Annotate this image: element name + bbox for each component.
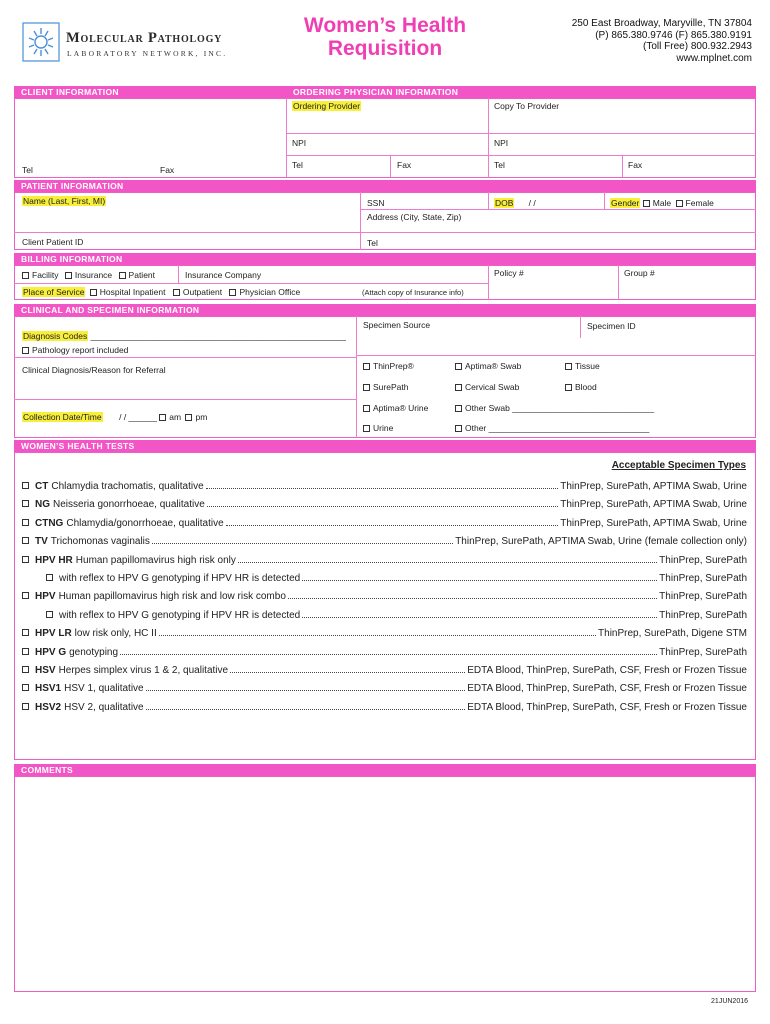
test-checkbox[interactable] bbox=[22, 537, 29, 544]
specimen-source-label: Aptima® Urine bbox=[373, 403, 429, 413]
test-row bbox=[22, 662, 747, 676]
client-patient-id-label: Client Patient ID bbox=[22, 237, 84, 247]
ordering-npi-label: NPI bbox=[292, 138, 307, 148]
specimen-source-option bbox=[455, 403, 654, 413]
test-row bbox=[22, 515, 747, 529]
gender-male-label: Male bbox=[652, 198, 672, 208]
logo bbox=[22, 22, 262, 64]
specimen-source-option bbox=[363, 361, 414, 371]
test-specimen-types: ThinPrep, SurePath, APTIMA Swab, Urine bbox=[560, 517, 747, 529]
dot-leader bbox=[146, 690, 466, 691]
specimen-source-checkbox[interactable] bbox=[565, 363, 572, 370]
specimen-source-option bbox=[455, 423, 649, 433]
test-code: CTNG bbox=[35, 517, 64, 529]
test-row bbox=[46, 570, 747, 584]
specimen-source-label: Other Swab ______________________________ bbox=[465, 403, 655, 413]
test-checkbox[interactable] bbox=[46, 611, 53, 618]
specimen-source-option bbox=[363, 423, 393, 433]
test-name bbox=[59, 573, 300, 584]
pathology-report-option bbox=[22, 345, 128, 355]
specimen-source-label: Other __________________________________ bbox=[465, 423, 650, 433]
ordering-fax-label: Fax bbox=[397, 160, 412, 170]
tollfree-line: (Toll Free) 800.932.2943 bbox=[643, 41, 752, 52]
pos-physician-office-label: Physician Office bbox=[239, 287, 301, 297]
group-field[interactable] bbox=[624, 268, 655, 278]
phone-line: (P) 865.380.9746 (F) 865.380.9191 bbox=[595, 29, 752, 41]
test-description: Human papillomavirus high risk and low risk combo bbox=[58, 591, 286, 603]
billing-options bbox=[22, 270, 155, 280]
specimen-source-checkbox[interactable] bbox=[363, 384, 370, 391]
comments-band: COMMENTS bbox=[14, 764, 756, 776]
physician-info-band: ORDERING PHYSICIAN INFORMATION bbox=[286, 86, 756, 98]
client-info-band: CLIENT INFORMATION bbox=[14, 86, 286, 98]
patient-name-field[interactable] bbox=[22, 196, 106, 206]
specimen-source-option bbox=[565, 361, 600, 371]
patient-tel-field[interactable] bbox=[367, 238, 378, 248]
test-code: HPV LR bbox=[35, 628, 72, 640]
address-line: 250 East Broadway, Maryville, TN 37804 bbox=[571, 18, 752, 29]
test-specimen-types: EDTA Blood, ThinPrep, SurePath, CSF, Fresh or Frozen Tissue bbox=[467, 665, 747, 676]
pos-hospital-inpatient-label: Hospital Inpatient bbox=[99, 287, 166, 297]
patient-address-field[interactable] bbox=[367, 212, 461, 222]
specimen-id-field[interactable] bbox=[587, 321, 636, 331]
test-row bbox=[22, 478, 747, 492]
form-title bbox=[290, 14, 480, 60]
attach-insurance-note: (Attach copy of Insurance info) bbox=[362, 288, 464, 297]
test-name bbox=[35, 647, 118, 658]
test-name bbox=[35, 702, 144, 713]
test-specimen-types: ThinPrep, SurePath bbox=[659, 554, 747, 566]
place-of-service bbox=[22, 287, 300, 297]
dot-leader bbox=[146, 709, 466, 710]
clinical-diagnosis-field[interactable] bbox=[22, 365, 166, 375]
test-description: Chlamydia trachomatis, qualitative bbox=[51, 481, 204, 492]
test-name bbox=[35, 481, 204, 492]
test-description: Human papillomavirus high risk only bbox=[75, 554, 236, 566]
test-description: genotyping bbox=[69, 646, 119, 658]
test-row bbox=[22, 588, 747, 602]
patient-tel-label: Tel bbox=[367, 238, 378, 248]
copy-npi-field[interactable] bbox=[494, 138, 508, 148]
specimen-id-label: Specimen ID bbox=[587, 321, 636, 331]
test-checkbox[interactable] bbox=[22, 629, 29, 636]
policy-field[interactable] bbox=[494, 268, 524, 278]
specimen-source-option bbox=[565, 382, 597, 392]
test-description: with reflex to HPV G genotyping if HPV HR is detected bbox=[59, 609, 301, 621]
test-description: with reflex to HPV G genotyping if HPV HR is detected bbox=[59, 573, 301, 584]
dot-leader bbox=[288, 598, 657, 599]
collection-am-label: am bbox=[169, 412, 182, 422]
dot-leader bbox=[238, 562, 657, 563]
specimen-source-label: Urine bbox=[373, 423, 394, 433]
specimen-source-option bbox=[455, 361, 521, 371]
collection-am-checkbox[interactable] bbox=[159, 414, 166, 421]
gender-field bbox=[610, 198, 714, 208]
patient-address-label: Address (City, State, Zip) bbox=[367, 212, 462, 222]
dob-separators: / / bbox=[528, 198, 536, 208]
test-name bbox=[35, 536, 150, 547]
acceptable-specimen-header: Acceptable Specimen Types bbox=[611, 460, 746, 471]
dot-leader bbox=[302, 580, 657, 581]
specimen-source-checkbox[interactable] bbox=[363, 405, 370, 412]
test-specimen-types: ThinPrep, SurePath bbox=[659, 591, 747, 603]
dot-leader bbox=[159, 635, 596, 636]
test-code: TV bbox=[35, 536, 48, 548]
test-description: Herpes simplex virus 1 & 2, qualitative bbox=[58, 665, 229, 676]
specimen-source-label: Specimen Source bbox=[363, 320, 431, 330]
pos-hospital-inpatient-checkbox[interactable] bbox=[90, 289, 97, 296]
diagnosis-codes-field[interactable]: Diagnosis Codes ______________________________________________________ bbox=[23, 331, 346, 341]
test-row bbox=[46, 607, 747, 621]
client-fax-label: Fax bbox=[160, 165, 175, 175]
specimen-source-option bbox=[363, 403, 428, 413]
test-code: HPV bbox=[35, 591, 56, 603]
copy-fax-field[interactable] bbox=[628, 160, 642, 170]
clinical-info-band: CLINICAL AND SPECIMEN INFORMATION bbox=[14, 304, 756, 316]
copy-fax-label: Fax bbox=[628, 160, 643, 170]
billing-info-band: BILLING INFORMATION bbox=[14, 253, 756, 265]
client-fax-field[interactable] bbox=[160, 165, 174, 175]
collection-separators: / / ______ bbox=[119, 412, 157, 422]
ssn-label: SSN bbox=[367, 198, 385, 208]
dot-leader bbox=[206, 488, 559, 489]
specimen-source-checkbox[interactable] bbox=[363, 425, 370, 432]
insurance-company-label: Insurance Company bbox=[185, 270, 262, 280]
test-specimen-types: ThinPrep, SurePath bbox=[659, 609, 747, 621]
dob-field[interactable] bbox=[494, 198, 536, 208]
test-code: HPV HR bbox=[35, 554, 73, 566]
collection-pm-label: pm bbox=[195, 412, 208, 422]
test-code: NG bbox=[35, 499, 50, 511]
test-name bbox=[35, 518, 224, 529]
client-tel-label: Tel bbox=[22, 165, 33, 175]
copy-tel-label: Tel bbox=[494, 160, 505, 170]
pos-physician-office-checkbox[interactable] bbox=[229, 289, 236, 296]
logo-top-text: Molecular Pathology bbox=[66, 30, 223, 46]
tests-band: WOMEN’S HEALTH TESTS bbox=[14, 440, 756, 452]
billing-insurance-checkbox[interactable] bbox=[65, 272, 72, 279]
gender-female-checkbox[interactable] bbox=[676, 200, 683, 207]
collection-label: Collection Date/Time bbox=[23, 412, 102, 422]
specimen-source-label: Cervical Swab bbox=[465, 382, 520, 392]
website-line: www.mplnet.com bbox=[676, 52, 752, 64]
specimen-source-checkbox[interactable] bbox=[565, 384, 572, 391]
test-checkbox[interactable] bbox=[22, 500, 29, 507]
pathology-report-label: Pathology report included bbox=[32, 345, 129, 355]
logo-emblem-icon bbox=[22, 22, 60, 62]
specimen-source-label: Aptima® Swab bbox=[465, 361, 522, 371]
client-patient-id-field[interactable] bbox=[22, 237, 83, 247]
test-code: CT bbox=[35, 481, 49, 492]
place-of-service-label: Place of Service bbox=[23, 287, 85, 297]
specimen-source-checkbox[interactable] bbox=[363, 363, 370, 370]
test-checkbox[interactable] bbox=[46, 574, 53, 581]
patient-name-label: Name (Last, First, MI) bbox=[23, 196, 106, 206]
lab-address bbox=[572, 18, 752, 64]
test-row bbox=[22, 552, 747, 566]
test-row bbox=[22, 680, 747, 694]
test-code: HSV1 bbox=[35, 683, 62, 695]
test-row bbox=[22, 533, 747, 547]
dob-label: DOB bbox=[495, 198, 514, 208]
test-code: HPV G bbox=[35, 646, 67, 658]
test-row bbox=[22, 496, 747, 510]
dot-leader bbox=[207, 506, 558, 507]
specimen-source-label: SurePath bbox=[373, 382, 409, 392]
patient-info-band: PATIENT INFORMATION bbox=[14, 180, 756, 192]
dot-leader bbox=[120, 654, 657, 655]
specimen-source-label: Blood bbox=[575, 382, 597, 392]
test-checkbox[interactable] bbox=[22, 684, 29, 691]
pos-outpatient-label: Outpatient bbox=[182, 287, 223, 297]
billing-patient-checkbox[interactable] bbox=[119, 272, 126, 279]
group-label: Group # bbox=[624, 268, 655, 278]
copy-to-provider-label: Copy To Provider bbox=[494, 101, 560, 111]
ssn-field[interactable] bbox=[367, 198, 384, 208]
test-row bbox=[22, 644, 747, 658]
collection-datetime-field[interactable] bbox=[22, 412, 207, 422]
test-code: HSV2 bbox=[35, 701, 62, 713]
test-checkbox[interactable] bbox=[22, 519, 29, 526]
logo-bottom-text: LABORATORY NETWORK, INC. bbox=[67, 49, 228, 58]
specimen-source-checkbox[interactable] bbox=[455, 405, 462, 412]
client-physician-box bbox=[14, 98, 756, 178]
diagnosis-codes-label: Diagnosis Codes bbox=[23, 331, 88, 341]
copy-tel-field[interactable] bbox=[494, 160, 505, 170]
dot-leader bbox=[230, 672, 465, 673]
pathology-report-checkbox[interactable] bbox=[22, 347, 29, 354]
test-row bbox=[22, 699, 747, 713]
ordering-provider-field[interactable] bbox=[292, 101, 361, 111]
specimen-source-option bbox=[363, 382, 408, 392]
insurance-company-field[interactable] bbox=[185, 270, 261, 280]
pos-outpatient-checkbox[interactable] bbox=[173, 289, 180, 296]
dot-leader bbox=[302, 617, 657, 618]
test-description: low risk only, HC II bbox=[74, 628, 157, 640]
client-tel-field[interactable] bbox=[22, 165, 33, 175]
test-name bbox=[35, 499, 205, 510]
specimen-source-checkbox[interactable] bbox=[455, 425, 462, 432]
test-description: Trichomonas vaginalis bbox=[50, 536, 150, 548]
test-description: HSV 1, qualitative bbox=[64, 683, 144, 695]
ordering-fax-field[interactable] bbox=[397, 160, 411, 170]
policy-label: Policy # bbox=[494, 268, 524, 278]
ordering-provider-label: Ordering Provider bbox=[293, 101, 361, 111]
test-name bbox=[35, 683, 144, 694]
test-description: Neisseria gonorrhoeae, qualitative bbox=[53, 499, 205, 511]
test-code: HSV bbox=[35, 665, 56, 676]
form-version-code: 21JUN2016 bbox=[711, 998, 748, 1005]
test-specimen-types: ThinPrep, SurePath, APTIMA Swab, Urine bbox=[560, 499, 747, 511]
comments-box[interactable] bbox=[14, 776, 756, 992]
form-title-line2: Requisition bbox=[327, 37, 443, 60]
specimen-source-checkbox[interactable] bbox=[455, 363, 462, 370]
billing-facility-label: Facility bbox=[32, 270, 59, 280]
gender-female-label: Female bbox=[685, 198, 714, 208]
test-description: HSV 2, qualitative bbox=[64, 701, 144, 713]
copy-to-provider-field[interactable] bbox=[494, 101, 559, 111]
ordering-tel-field[interactable] bbox=[292, 160, 303, 170]
test-specimen-types: ThinPrep, SurePath bbox=[659, 646, 747, 658]
test-checkbox[interactable] bbox=[22, 703, 29, 710]
collection-pm-checkbox[interactable] bbox=[185, 414, 192, 421]
test-name bbox=[59, 610, 300, 621]
test-specimen-types: ThinPrep, SurePath, Digene STM bbox=[598, 628, 747, 640]
copy-npi-label: NPI bbox=[494, 138, 509, 148]
test-checkbox[interactable] bbox=[22, 482, 29, 489]
gender-label: Gender bbox=[611, 198, 640, 208]
specimen-source-label: ThinPrep® bbox=[373, 361, 414, 371]
dot-leader bbox=[152, 543, 453, 544]
form-title-line1: Women’s Health bbox=[303, 14, 467, 37]
billing-insurance-label: Insurance bbox=[74, 270, 113, 280]
test-row bbox=[22, 625, 747, 639]
dot-leader bbox=[226, 525, 559, 526]
test-name bbox=[35, 591, 286, 602]
ordering-tel-label: Tel bbox=[292, 160, 303, 170]
clinical-diagnosis-label: Clinical Diagnosis/Reason for Referral bbox=[22, 365, 166, 375]
test-checkbox[interactable] bbox=[22, 666, 29, 673]
test-specimen-types: ThinPrep, SurePath bbox=[659, 573, 747, 584]
billing-patient-label: Patient bbox=[128, 270, 156, 280]
test-name bbox=[35, 628, 157, 639]
test-specimen-types: ThinPrep, SurePath, APTIMA Swab, Urine (female collection only) bbox=[455, 536, 747, 548]
test-name bbox=[35, 665, 228, 676]
ordering-npi-field[interactable] bbox=[292, 138, 306, 148]
gender-male-checkbox[interactable] bbox=[643, 200, 650, 207]
specimen-source-checkbox[interactable] bbox=[455, 384, 462, 391]
test-specimen-types: EDTA Blood, ThinPrep, SurePath, CSF, Fresh or Frozen Tissue bbox=[467, 701, 747, 713]
test-specimen-types: ThinPrep, SurePath, APTIMA Swab, Urine bbox=[560, 481, 747, 492]
test-specimen-types: EDTA Blood, ThinPrep, SurePath, CSF, Fresh or Frozen Tissue bbox=[467, 683, 747, 695]
test-checkbox[interactable] bbox=[22, 556, 29, 563]
test-description: Chlamydia/gonorrhoeae, qualitative bbox=[66, 517, 224, 529]
billing-facility-checkbox[interactable] bbox=[22, 272, 29, 279]
test-checkbox[interactable] bbox=[22, 648, 29, 655]
test-name bbox=[35, 555, 236, 566]
test-checkbox[interactable] bbox=[22, 592, 29, 599]
specimen-source-label: Tissue bbox=[575, 361, 600, 371]
specimen-source-option bbox=[455, 382, 519, 392]
